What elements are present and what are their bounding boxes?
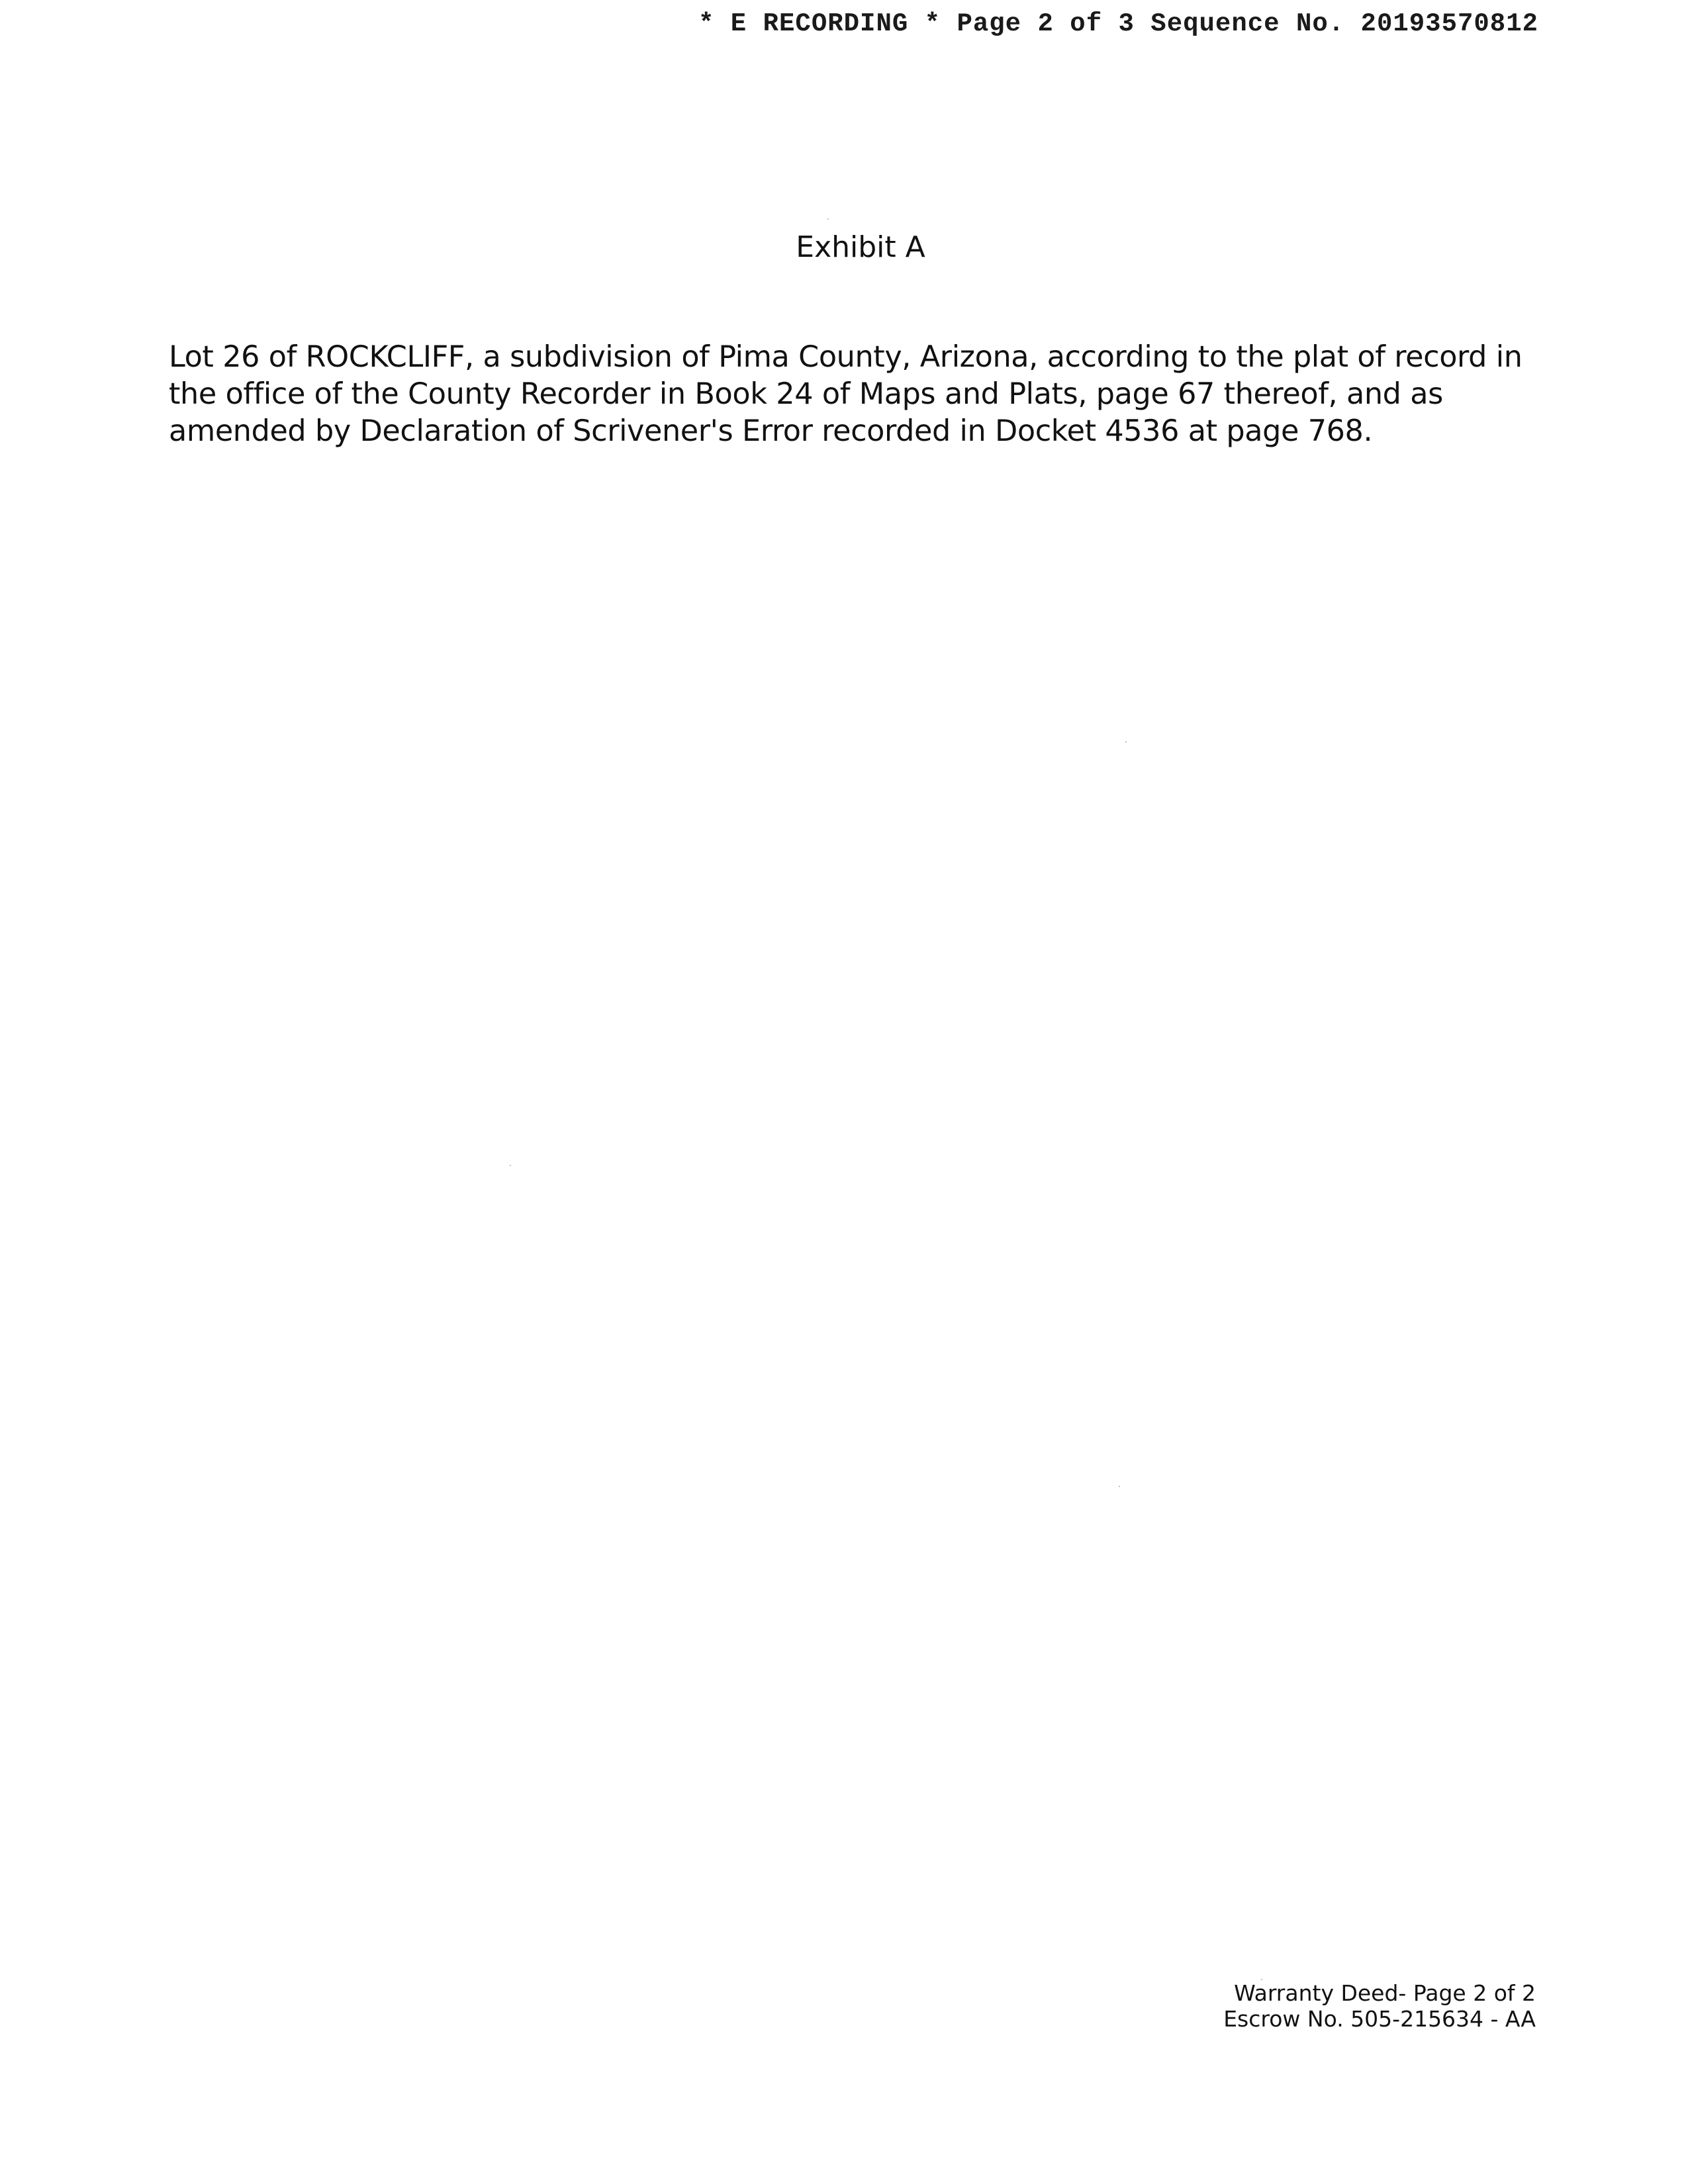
document-footer: [1072, 1980, 1536, 2032]
scan-speck: [1261, 1979, 1262, 1980]
scan-speck: [1119, 1486, 1120, 1487]
recording-header: * E RECORDING * Page 2 of 3 Sequence No. 20193570812: [698, 9, 1538, 38]
footer-escrow-number: Escrow No. 505-215634 - AA: [1223, 2006, 1536, 2032]
scan-speck: [1125, 741, 1127, 743]
scan-speck: [827, 218, 829, 220]
legal-description: Lot 26 of ROCKCLIFF, a subdivision of Pima County, Arizona, according to the plat of record in the office of the County Recorder in Book 24 of Maps and Plats, page 67 thereof, and as amended by Declaration of Scrivener's Error recorded in Docket 4536 at page 768.: [169, 340, 1523, 448]
exhibit-title: Exhibit A: [796, 230, 925, 264]
footer-document-page: Warranty Deed- Page 2 of 2: [1234, 1980, 1536, 2006]
scan-speck: [510, 1165, 511, 1166]
